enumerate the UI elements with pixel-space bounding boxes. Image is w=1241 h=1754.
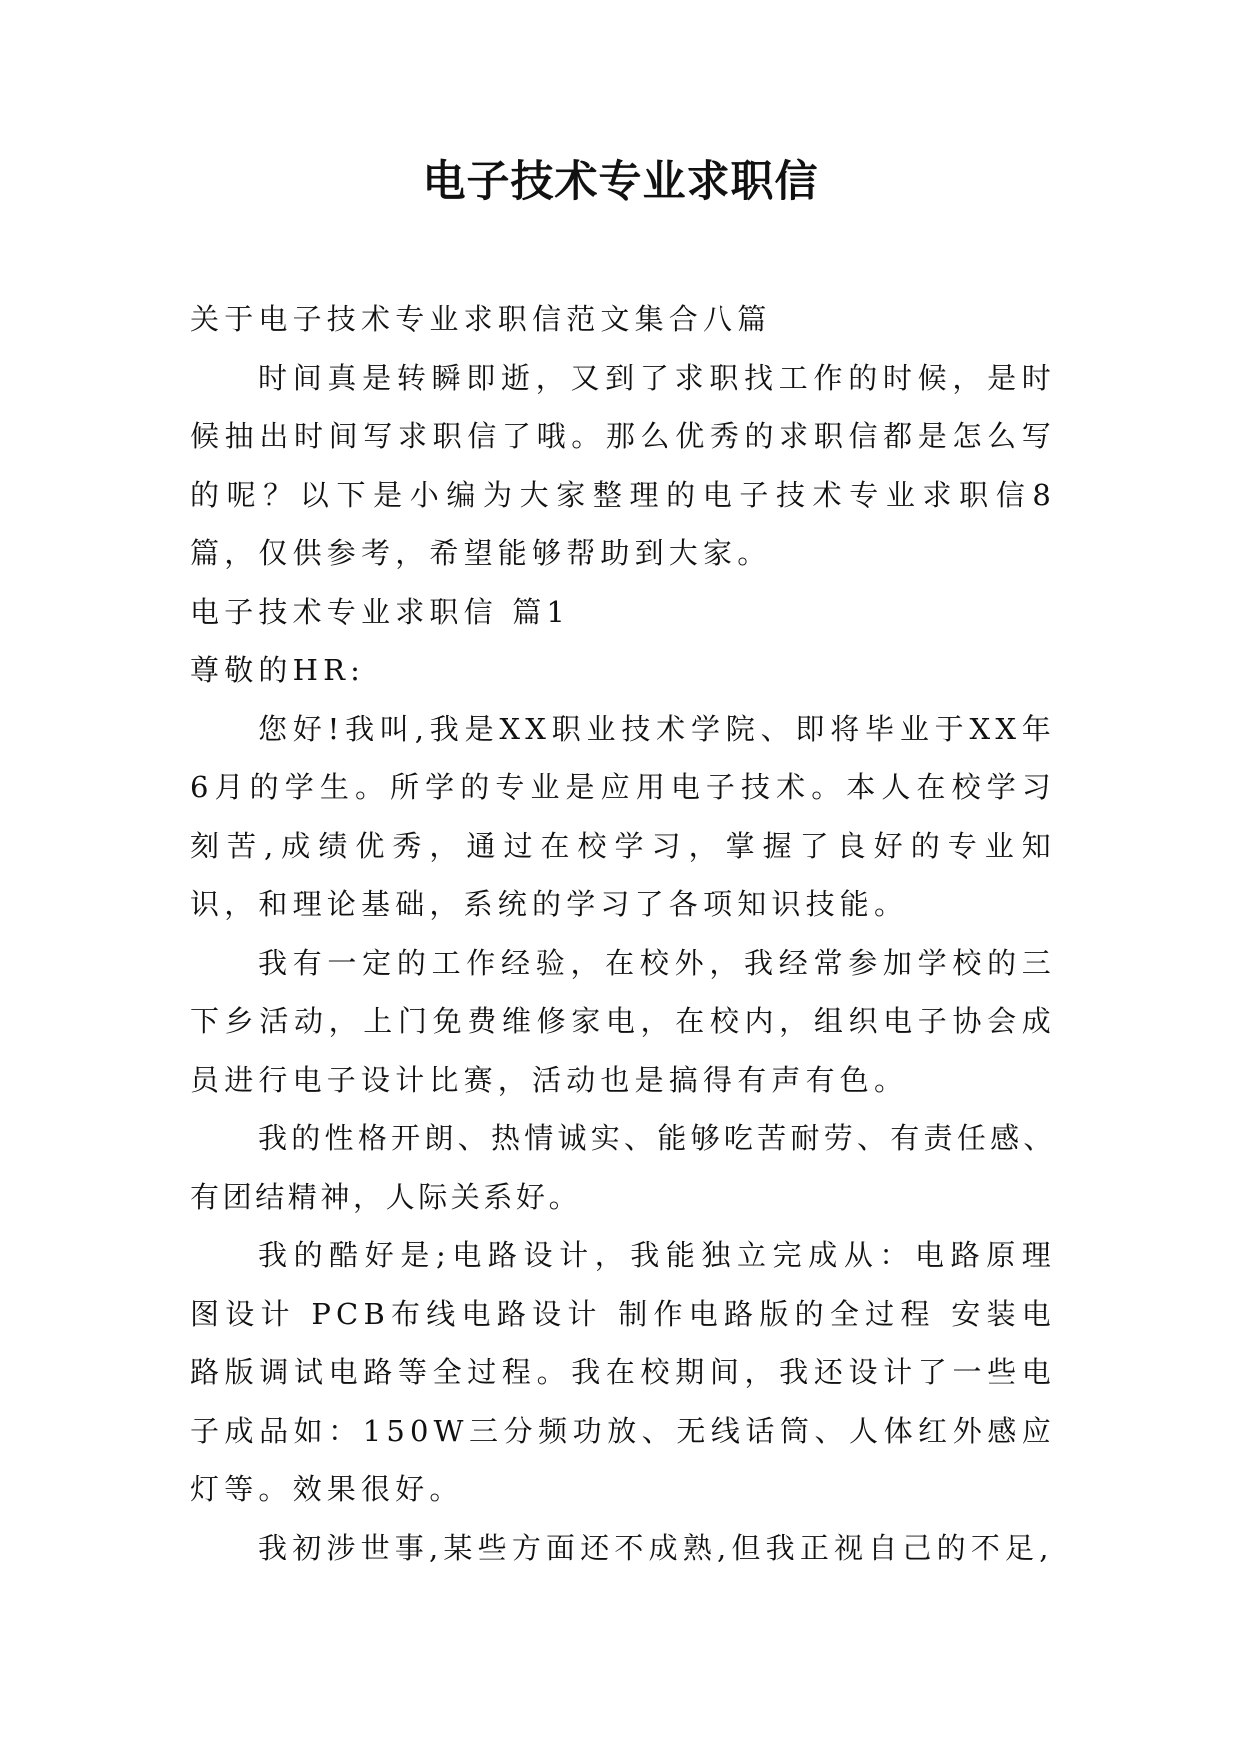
document-body [190,290,1056,1577]
letter-paragraph: 您好!我叫,我是XX职业技术学院、即将毕业于XX年6月的学生。所学的专业是应用电子技术。本人在校学习刻苦,成绩优秀，通过在校学习，掌握了良好的专业知识，和理论基础，系统的学习了各项知识技能。 [190,711,1056,921]
letter-paragraph: 我有一定的工作经验，在校外，我经常参加学校的三下乡活动，上门免费维修家电，在校内，组织电子协会成员进行电子设计比赛，活动也是搞得有声有色。 [190,945,1056,1097]
section-heading: 电子技术专业求职信 篇1 [190,594,571,629]
letter-paragraph: 我的酷好是;电路设计，我能独立完成从：电路原理图设计 PCB布线电路设计 制作电路版的全过程 安装电路版调试电路等全过程。我在校期间，我还设计了一些电子成品如：150W三分频功放、无线话筒、人体红外感应灯等。效果很好。 [190,1238,1056,1506]
letter-paragraph: 我初涉世事,某些方面还不成熟,但我正视自己的不足, [258,1530,1054,1565]
intro-paragraph: 时间真是转瞬即逝，又到了求职找工作的时候，是时候抽出时间写求职信了哦。那么优秀的求职信都是怎么写的呢？以下是小编为大家整理的电子技术专业求职信8篇，仅供参考，希望能够帮助到大家。 [190,360,1056,570]
document-subtitle: 关于电子技术专业求职信范文集合八篇 [190,302,772,336]
document-title: 电子技术专业求职信 [422,157,819,207]
letter-paragraph: 我的性格开朗、热情诚实、能够吃苦耐劳、有责任感、有团结精神，人际关系好。 [190,1121,1056,1214]
salutation: 尊敬的HR: [190,653,366,687]
